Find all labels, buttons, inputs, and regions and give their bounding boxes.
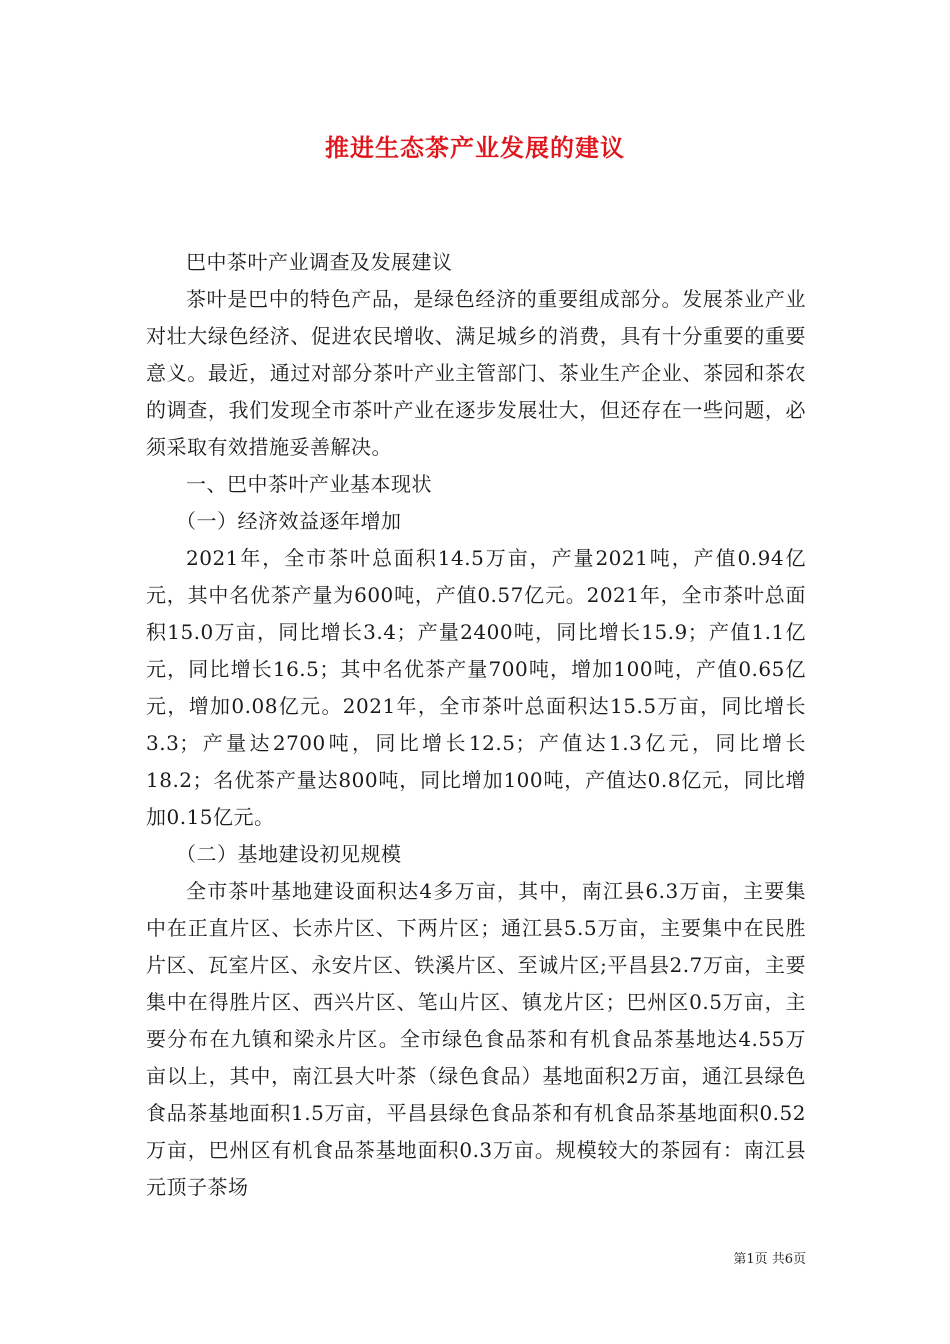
document-body [146, 244, 806, 1206]
paragraph-base: 全市茶叶基地建设面积达4多万亩，其中，南江县6.3万亩，主要集中在正直片区、长赤片区、下两片区；通江县5.5万亩，主要集中在民胜片区、瓦室片区、永安片区、铁溪片区、至诚片区;平昌县2.7万亩，主要集中在得胜片区、西兴片区、笔山片区、镇龙片区；巴州区0.5万亩，主要分布在九镇和梁永片区。全市绿色食品茶和有机食品茶基地达4.55万亩以上，其中，南江县大叶茶（绿色食品）基地面积2万亩，通江县绿色食品茶基地面积1.5万亩，平昌县绿色食品茶和有机食品茶基地面积0.52万亩，巴州区有机食品茶基地面积0.3万亩。规模较大的茶园有：南江县元顶子茶场 [146, 879, 806, 1199]
page-number: 第1页 共6页 [733, 1252, 806, 1267]
page-title: 推进生态茶产业发展的建议 [325, 133, 625, 162]
paragraph-economy: 2021年，全市茶叶总面积14.5万亩，产量2021吨，产值0.94亿元，其中名优茶产量为600吨，产值0.57亿元。2021年，全市茶叶总面积15.0万亩，同比增长3.4；产量2400吨，同比增长15.9；产值1.1亿元，同比增长16.5；其中名优茶产量700吨，增加100吨，产值0.65亿元，增加0.08亿元。2021年，全市茶叶总面积达15.5万亩，同比增长3.3；产量达2700吨，同比增长12.5；产值达1.3亿元，同比增长18.2；名优茶产量达800吨，同比增加100吨，产值达0.8亿元，同比增加0.15亿元。 [146, 546, 806, 829]
paragraph-intro: 茶叶是巴中的特色产品，是绿色经济的重要组成部分。发展茶业产业对壮大绿色经济、促进农民增收、满足城乡的消费，具有十分重要的重要意义。最近，通过对部分茶叶产业主管部门、茶业生产企业、茶园和茶农的调查，我们发现全市茶叶产业在逐步发展壮大，但还存在一些问题，必须采取有效措施妥善解决。 [146, 287, 806, 459]
paragraph-subtitle: 巴中茶叶产业调查及发展建议 [186, 250, 453, 274]
subsection-heading-1: （一）经济效益逐年增加 [176, 509, 402, 533]
section-heading: 一、巴中茶叶产业基本现状 [186, 472, 432, 496]
subsection-heading-2: （二）基地建设初见规模 [176, 842, 402, 866]
